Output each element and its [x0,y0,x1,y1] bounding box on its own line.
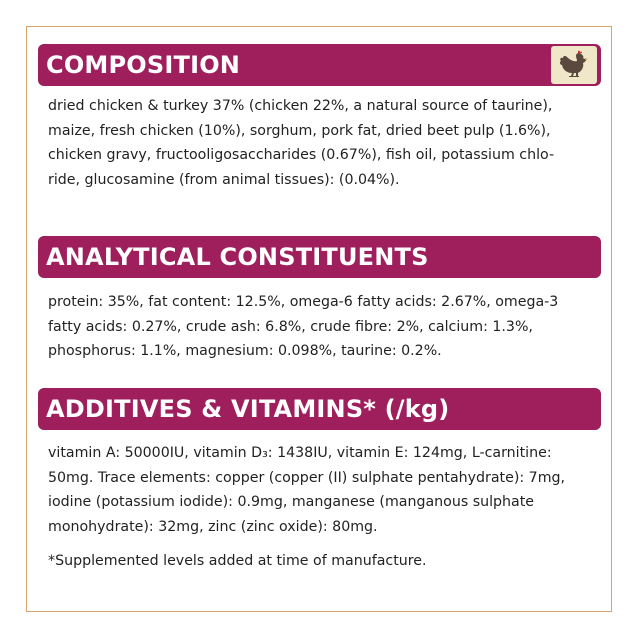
analytical-line-2: fatty acids: 0.27%, crude ash: 6.8%, crude fibre: 2%, calcium: 1.3%, [48,318,533,335]
chicken-icon [556,49,592,81]
additives-line-3: iodine (potassium iodide): 0.9mg, manganese (manganous sulphate [48,494,535,510]
analytical-line-3: phosphorus: 1.1%, magnesium: 0.098%, taurine: 0.2%. [48,343,442,359]
additives-header [38,388,601,430]
analytical-text [48,290,593,364]
additives-heading: ADDITIVES & VITAMINS* (/kg) [46,395,450,423]
composition-line-4: ride, glucosamine (from animal tissues): (0.04%). [48,171,400,188]
footnote [48,549,593,574]
composition-heading: COMPOSITION [46,51,241,79]
additives-text [48,441,593,539]
additives-line-4: monohydrate): 32mg, zinc (zinc oxide): 80mg. [48,518,378,535]
composition-line-3: chicken gravy, fructooligosaccharides (0.67%), fish oil, potassium chlo- [48,147,555,163]
composition-line-1: dried chicken & turkey 37% (chicken 22%, a natural source of taurine), [48,98,553,114]
composition-text [48,94,593,192]
additives-line-1: vitamin A: 50000IU, vitamin D₃: 1438IU, vitamin E: 124mg, L-carnitine: [48,445,552,461]
analytical-line-1: protein: 35%, fat content: 12.5%, omega-6 fatty acids: 2.67%, omega-3 [48,294,559,310]
composition-header [38,44,601,86]
additives-line-2: 50mg. Trace elements: copper (copper (II) sulphate pentahydrate): 7mg, [48,469,566,486]
analytical-heading: ANALYTICAL CONSTITUENTS [46,243,429,271]
footnote-text: *Supplemented levels added at time of manufacture. [48,553,427,569]
chicken-badge [551,46,597,84]
composition-line-2: maize, fresh chicken (10%), sorghum, pork fat, dried beet pulp (1.6%), [48,122,551,139]
analytical-header [38,236,601,278]
